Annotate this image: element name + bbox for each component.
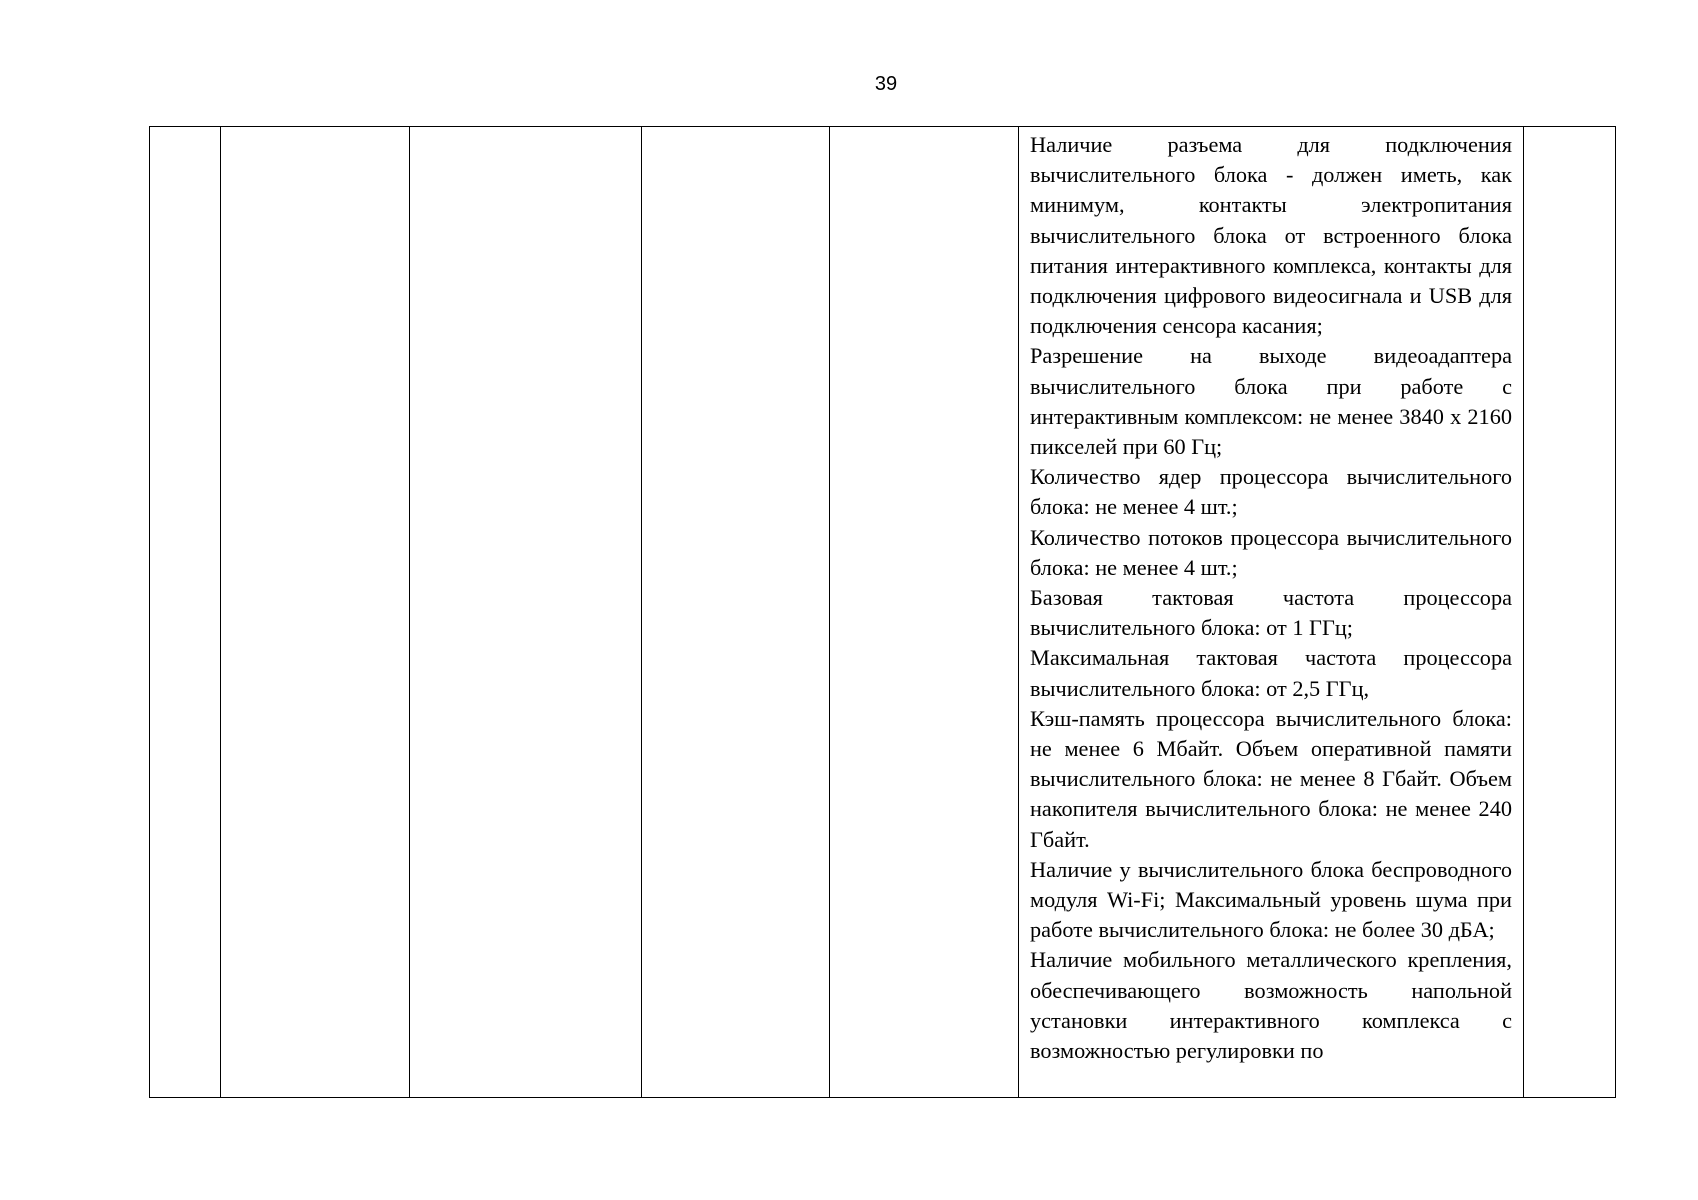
characteristic-paragraph: Наличие у вычислительного блока беспроводного модуля Wi-Fi; Максимальный уровень шума при работе вычислительного блока: не более 30 дБА; <box>1030 856 1512 943</box>
characteristic-paragraph: Кэш-память процессора вычислительного блока: не менее 6 Мбайт. Объем оперативной памяти вычислительного блока: не менее 8 Гбайт. Объем накопителя вычислительного блока: не менее 240 Гбайт. <box>1030 705 1512 852</box>
table-cell-5 <box>830 127 1019 1098</box>
characteristic-paragraph: Наличие мобильного металлического крепления, обеспечивающего возможность напольной установки интерактивного комплекса с возможностью регулировки по <box>1030 947 1512 1064</box>
table-cell-7 <box>1524 127 1616 1098</box>
characteristic-paragraph: Базовая тактовая частота процессора вычислительного блока: от 1 ГГц; <box>1030 585 1512 641</box>
characteristic-paragraph: Количество ядер процессора вычислительного блока: не менее 4 шт.; <box>1030 464 1512 520</box>
characteristic-paragraph: Количество потоков процессора вычислительного блока: не менее 4 шт.; <box>1030 524 1512 580</box>
table-row <box>150 127 1616 1098</box>
page-number: 39 <box>874 73 898 95</box>
characteristic-paragraph: Разрешение на выходе видеоадаптера вычислительного блока при работе с интерактивным комплексом: не менее 3840 x 2160 пикселей при 60 Гц; <box>1030 343 1512 460</box>
characteristics-cell <box>1019 127 1524 1098</box>
name-cell <box>221 127 410 1098</box>
row-number-cell <box>150 127 221 1098</box>
table-cell-4 <box>642 127 830 1098</box>
specification-table <box>149 126 1616 1098</box>
characteristic-paragraph: Максимальная тактовая частота процессора вычислительного блока: от 2,5 ГГц, <box>1030 645 1512 701</box>
characteristic-paragraph: Наличие разъема для подключения вычислительного блока - должен иметь, как минимум, контакты электропитания вычислительного блока от встроенного блока питания интерактивного комплекса, контакты для подключения цифрового видеосигнала и USB для подключения сенсора касания; <box>1030 132 1512 339</box>
table-cell-3 <box>410 127 642 1098</box>
